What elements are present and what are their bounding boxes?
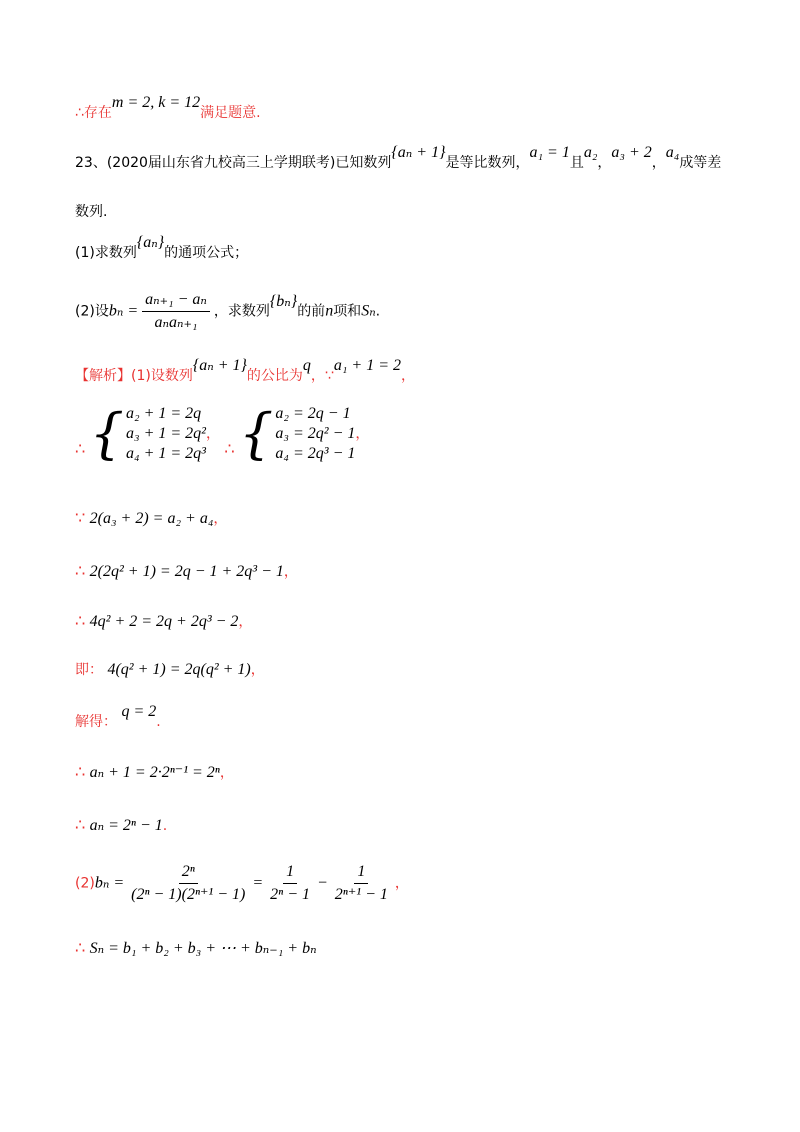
system-2-row: a₂ = 2q − 1 [275,405,351,422]
bn-fraction-2 [267,862,313,905]
sol-math-1: {aₙ + 1} [192,357,247,374]
part-2-prefix: (2)设 [75,303,109,320]
q-math-3: a₂ [583,144,598,161]
step-suffix: . [162,818,168,834]
bn-fraction-3 [332,862,391,905]
minus-sign: − [317,874,328,892]
q-math-5: a₄ [665,144,680,161]
fraction-denominator: 2ⁿ⁺¹ − 1 [334,886,388,903]
q-continued-text: 数列. [75,204,108,220]
step-prefix: 解得： [75,714,117,730]
step-math: 4(q² + 1) = 2q(q² + 1) [107,661,251,678]
system-1-row: a₂ + 1 = 2q [126,405,202,422]
fraction-denominator: aₙaₙ₊₁ [154,314,198,331]
therefore-symbol: ∴ [75,611,86,630]
solution-step [75,611,252,632]
equals-sign: = [252,874,264,892]
part-2-math-1: {bₙ} [269,292,298,310]
conclusion-prefix: ∴存在 [75,105,112,121]
q-math-2: a₁ = 1 [529,144,570,161]
step-math: aₙ + 1 = 2·2ⁿ⁻¹ = 2ⁿ [89,764,220,781]
solution-step [75,660,265,680]
step-math: 2(a₃ + 2) = a₂ + a₄ [89,510,214,527]
q-text-4: ， [597,155,612,171]
question-source: (2020届山东省九校高三上学期联考) [106,155,336,171]
step-math: 2(2q² + 1) = 2q − 1 + 2q³ − 1 [89,563,284,580]
part-2-text-4: . [375,303,381,320]
step-suffix: ， [394,875,409,892]
step-math: 4q² + 2 = 2q + 2q³ − 2 [89,613,239,630]
part-2-math-2: n [325,302,334,320]
because-symbol: ∵ [75,508,86,527]
solution-step [75,508,227,529]
q-text-5: ， [651,155,666,171]
sol-text-3: ，∵ [310,368,334,384]
analysis-tag: 【解析】 [75,368,131,384]
therefore-symbol: ∴ [75,439,86,458]
conclusion-suffix: 满足题意. [200,105,261,121]
sol-text-2: 的公比为 [246,368,303,384]
solution-step [75,561,298,582]
system-2 [239,404,355,464]
fraction-numerator: 2ⁿ [179,862,198,884]
fraction-denominator: (2ⁿ − 1)(2ⁿ⁺¹ − 1) [131,886,246,903]
part-1-suffix: 的通项公式； [164,245,249,261]
step-suffix: ， [213,511,228,527]
step-prefix: (2) [75,875,95,892]
part-2-text-1: ，求数列 [213,303,270,320]
fraction-denominator: 2ⁿ − 1 [270,886,310,903]
part-2-lhs: bₙ = [108,302,139,320]
question-23-line [75,144,722,173]
left-brace: { [89,402,124,465]
step-suffix: ， [238,614,253,630]
step-suffix: ， [219,765,234,781]
solution-step [75,703,161,732]
bn-fraction-1 [128,862,248,905]
part-1-math: {aₙ} [136,234,165,251]
fraction-numerator: 1 [283,862,297,884]
fraction-numerator: 1 [354,862,368,884]
therefore-symbol: ∴ [75,938,86,957]
q-text-6: 成等差 [679,155,722,171]
q-text-3: 且 [569,155,584,171]
sol-math-3: a₁ + 1 = 2 [333,357,401,374]
q-math-1: {aₙ + 1} [391,144,446,161]
system-separator: ， [205,426,220,442]
left-brace: { [239,402,274,465]
part-2-text-2: 的前 [297,303,326,320]
therefore-symbol: ∴ [75,561,86,580]
part-2-question [75,290,380,333]
conclusion-math: m = 2, k = 12 [111,94,201,111]
sol-text-1: (1)设数列 [131,368,193,384]
q-text-2: 是等比数列， [445,155,530,171]
solution-step [75,938,317,959]
system-1-row: a₄ + 1 = 2q³ [126,445,206,462]
sol-text-4: ， [401,368,415,384]
q-text-1: 已知数列 [335,155,392,171]
part-1-question [75,234,249,263]
solution-step [75,762,234,783]
therefore-symbol: ∴ [75,815,86,834]
q-math-4: a₃ + 2 [611,144,652,161]
step-suffix: ， [283,564,298,580]
part-1-prefix: (1)求数列 [75,245,137,261]
part-2-solution [75,862,409,905]
part-2-text-3: 项和 [333,303,362,320]
question-23-continued [75,202,107,222]
sum-expression: Sₙ = b₁ + b₂ + b₃ + ⋯ + bₙ₋₁ + bₙ [89,940,317,957]
step-math: aₙ = 2ⁿ − 1 [89,817,163,834]
bn-lhs: bₙ = [94,874,125,892]
conclusion-line [75,94,261,123]
solution-step [75,815,167,836]
equation-systems [75,404,369,464]
fraction-numerator: aₙ₊₁ − aₙ [142,290,210,312]
part-2-math-3: Sₙ [361,302,376,320]
system-1-row: a₃ + 1 = 2q² [126,425,206,442]
question-number: 23、 [75,155,107,171]
sol-math-2: q [302,357,311,374]
system-2-row: a₄ = 2q³ − 1 [275,445,356,462]
therefore-symbol: ∴ [224,439,235,458]
step-math: q = 2 [121,703,157,720]
system-2-row: a₃ = 2q² − 1 [275,425,356,442]
part-2-fraction [142,290,210,333]
step-suffix: . [156,714,161,730]
step-suffix: ， [250,662,265,678]
therefore-symbol: ∴ [75,762,86,781]
system-1 [90,404,206,464]
system-end: ， [355,426,370,442]
step-prefix: 即： [75,662,103,678]
solution-start [75,357,415,386]
